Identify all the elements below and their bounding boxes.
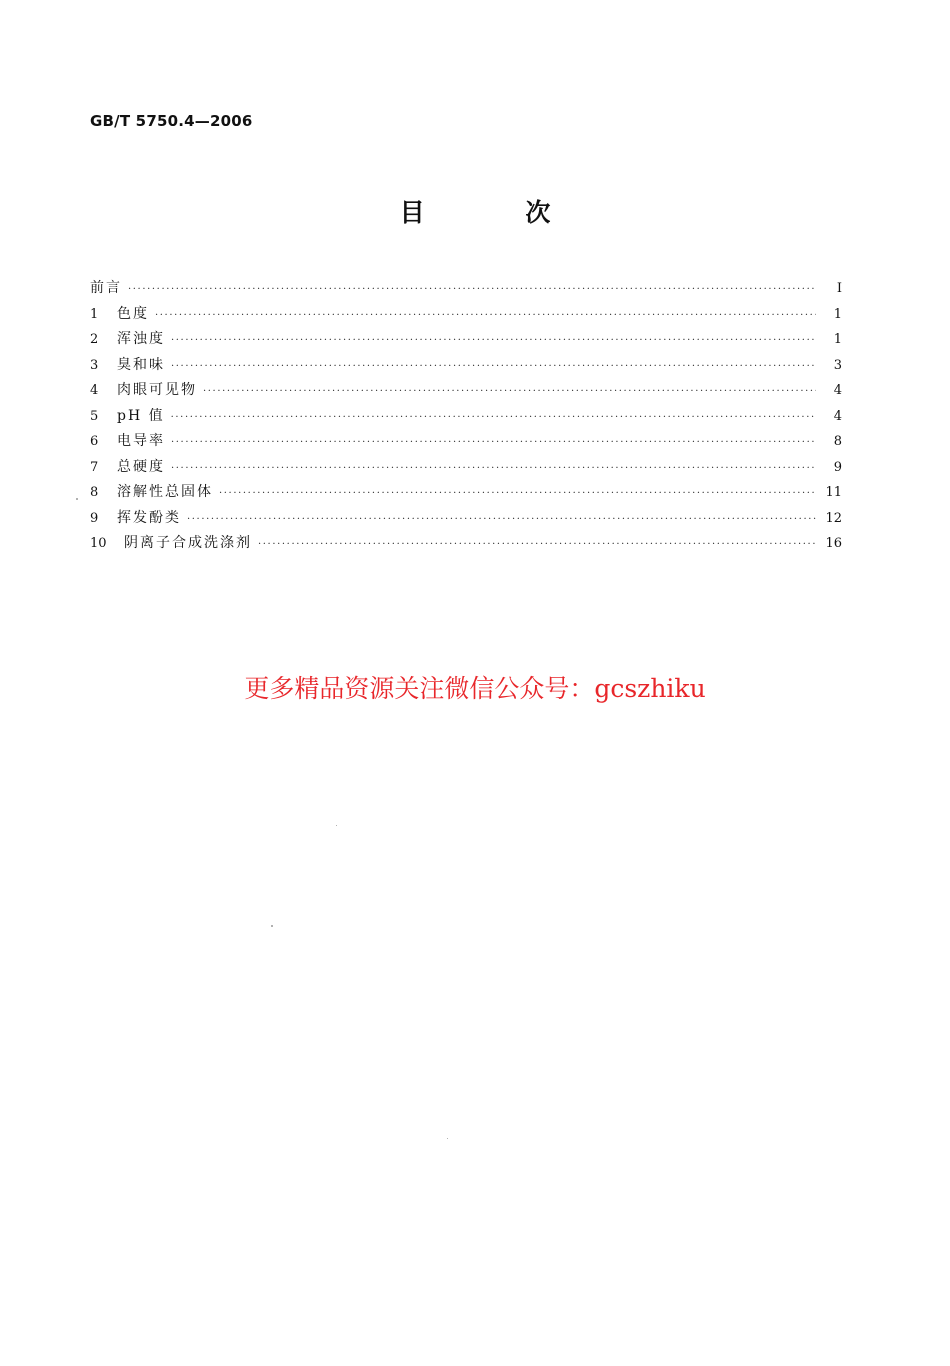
toc-number: 1 bbox=[90, 306, 99, 322]
toc-leader-dots bbox=[155, 310, 816, 321]
toc-entry-preface[interactable] bbox=[90, 277, 842, 303]
toc-entry[interactable] bbox=[90, 354, 842, 380]
toc-number: 4 bbox=[90, 383, 99, 398]
table-of-contents bbox=[90, 277, 842, 558]
toc-entry[interactable] bbox=[90, 456, 842, 482]
toc-label: 肉眼可见物 bbox=[117, 382, 197, 398]
toc-page-number: 11 bbox=[825, 485, 842, 500]
toc-entry[interactable] bbox=[90, 303, 842, 329]
toc-leader-dots bbox=[128, 284, 816, 295]
toc-leader-dots bbox=[203, 386, 816, 397]
toc-label: 前言 bbox=[90, 280, 122, 296]
toc-entry[interactable] bbox=[90, 328, 842, 354]
toc-label: 溶解性总固体 bbox=[117, 484, 213, 500]
scan-speck bbox=[447, 1138, 448, 1139]
toc-leader-dots bbox=[171, 335, 816, 346]
toc-page-number: 3 bbox=[833, 357, 842, 373]
toc-leader-dots bbox=[171, 437, 816, 448]
scan-speck bbox=[336, 825, 337, 826]
toc-leader-dots bbox=[187, 514, 816, 525]
scan-speck bbox=[271, 925, 273, 927]
toc-page-number: 4 bbox=[833, 408, 842, 424]
standard-code: GB/T 5750.4—2006 bbox=[90, 112, 253, 130]
toc-entry[interactable] bbox=[90, 379, 842, 405]
toc-page-number: 16 bbox=[825, 536, 842, 551]
toc-label: pH 值 bbox=[117, 407, 165, 424]
toc-page-number: 1 bbox=[833, 332, 842, 347]
toc-page-number: 4 bbox=[833, 383, 842, 398]
toc-page-number: 9 bbox=[833, 459, 842, 475]
toc-entry[interactable] bbox=[90, 430, 842, 456]
toc-entry[interactable] bbox=[90, 532, 842, 558]
toc-label: 阴离子合成洗涤剂 bbox=[124, 535, 252, 551]
toc-number: 9 bbox=[90, 510, 99, 526]
toc-page-number: 12 bbox=[825, 510, 842, 526]
toc-label: 总硬度 bbox=[117, 458, 165, 475]
toc-number: 2 bbox=[90, 332, 99, 347]
toc-label: 浑浊度 bbox=[117, 331, 165, 347]
toc-number: 6 bbox=[90, 434, 99, 449]
toc-number: 3 bbox=[90, 357, 99, 373]
toc-entry[interactable] bbox=[90, 507, 842, 533]
toc-entry[interactable] bbox=[90, 481, 842, 507]
toc-leader-dots bbox=[258, 539, 816, 550]
toc-page-number: 1 bbox=[833, 306, 842, 322]
toc-number: 5 bbox=[90, 408, 99, 424]
toc-page-number: Ⅰ bbox=[836, 281, 842, 296]
promo-watermark-text: 更多精品资源关注微信公众号：gcszhiku bbox=[244, 674, 706, 703]
page-title: 目 次 bbox=[399, 198, 597, 227]
toc-leader-dots bbox=[171, 463, 816, 474]
toc-leader-dots bbox=[171, 412, 816, 423]
toc-entry[interactable] bbox=[90, 405, 842, 431]
toc-label: 色度 bbox=[117, 305, 149, 322]
toc-label: 挥发酚类 bbox=[117, 509, 181, 526]
scan-speck bbox=[76, 498, 78, 500]
toc-number: 7 bbox=[90, 459, 99, 475]
toc-leader-dots bbox=[171, 361, 816, 372]
toc-number: 8 bbox=[90, 485, 99, 500]
toc-page-number: 8 bbox=[833, 434, 842, 449]
toc-number: 10 bbox=[90, 536, 107, 551]
toc-leader-dots bbox=[219, 488, 816, 499]
toc-label: 电导率 bbox=[117, 433, 165, 449]
toc-label: 臭和味 bbox=[117, 356, 165, 373]
